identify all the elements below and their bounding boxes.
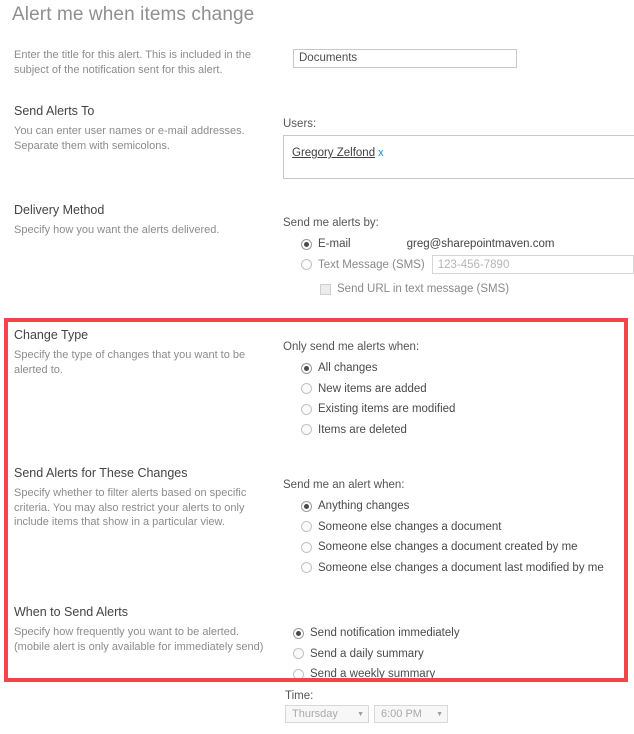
alert-filter-option-anything-label: Anything changes [318, 500, 410, 513]
send-alerts-for-changes-heading: Send Alerts for These Changes [14, 466, 188, 480]
send-alerts-for-changes-field-label: Send me an alert when: [283, 479, 405, 491]
send-alerts-to-field-column [283, 117, 634, 179]
sms-phone-input[interactable] [432, 255, 634, 274]
alert-filter-option-anything[interactable] [301, 496, 634, 517]
radio-anything-changes[interactable] [301, 501, 312, 512]
alert-filter-option-someone-else-label: Someone else changes a document [318, 520, 502, 533]
alert-title-description-column [14, 48, 276, 77]
change-type-option-all[interactable] [301, 358, 634, 379]
chevron-down-icon: ▼ [357, 710, 364, 718]
chevron-down-icon: ▼ [436, 710, 443, 718]
delivery-method-field-label: Send me alerts by: [283, 217, 379, 229]
when-to-send-option-daily[interactable] [293, 644, 634, 665]
delivery-option-sms-label: Text Message (SMS) [318, 258, 425, 271]
change-type-option-deleted[interactable] [301, 420, 634, 441]
day-of-week-value: Thursday [292, 708, 338, 720]
users-field-label: Users: [283, 118, 317, 130]
send-alerts-to-heading: Send Alerts To [14, 104, 95, 118]
radio-new-items-added[interactable] [301, 383, 312, 394]
email-address-value: greg@sharepointmaven.com [406, 238, 555, 251]
users-people-picker[interactable] [283, 135, 634, 179]
change-type-description-column [14, 328, 276, 377]
send-alerts-for-changes-field-column [283, 478, 634, 578]
when-to-send-option-immediately[interactable] [293, 623, 634, 644]
alert-filter-option-modified-by-me-label: Someone else changes a document last modified by me [318, 561, 604, 574]
delivery-method-field-column [283, 216, 634, 300]
send-alerts-to-description-column [14, 104, 276, 153]
page-title: Alert me when items change [12, 4, 255, 25]
when-to-send-description-line2: (mobile alert is only available for immediately send) [14, 640, 264, 653]
change-type-option-added-label: New items are added [318, 382, 427, 395]
radio-all-changes[interactable] [301, 363, 312, 374]
user-chip-name[interactable]: Gregory Zelfond [292, 147, 376, 159]
day-of-week-select[interactable] [285, 705, 369, 723]
change-type-description: Specify the type of changes that you want to be alerted to. [14, 349, 246, 376]
change-type-option-modified[interactable] [301, 399, 634, 420]
time-selects-row [285, 705, 634, 723]
delivery-option-email[interactable] [301, 234, 634, 255]
time-field-column [285, 690, 634, 723]
user-chip-remove-icon[interactable]: x [378, 147, 384, 159]
checkbox-send-url-sms[interactable] [320, 284, 331, 295]
when-to-send-option-weekly-label: Send a weekly summary [310, 668, 436, 681]
radio-email[interactable] [301, 239, 312, 250]
alert-filter-option-created-by-me-label: Someone else changes a document created by me [318, 541, 578, 554]
when-to-send-description-column [14, 605, 276, 654]
send-alerts-for-changes-description: Specify whether to filter alerts based on specific criteria. You may also restrict your alerts to only include items that show in a particular view. [14, 487, 247, 528]
when-to-send-field-column [293, 623, 634, 685]
delivery-option-email-label: E-mail [318, 238, 351, 251]
radio-someone-else-changes[interactable] [301, 521, 312, 532]
sms-url-checkbox-label: Send URL in text message (SMS) [337, 283, 510, 296]
change-type-field-column [283, 340, 634, 440]
change-type-option-deleted-label: Items are deleted [318, 423, 407, 436]
radio-document-created-by-me[interactable] [301, 542, 312, 553]
delivery-method-description-column [14, 203, 276, 238]
change-type-option-modified-label: Existing items are modified [318, 403, 456, 416]
when-to-send-description-line1: Specify how frequently you want to be alerted. [14, 626, 240, 638]
delivery-method-heading: Delivery Method [14, 203, 105, 217]
alert-filter-option-someone-else[interactable] [301, 517, 634, 538]
radio-items-deleted[interactable] [301, 424, 312, 435]
alert-filter-option-created-by-me[interactable] [301, 537, 634, 558]
radio-existing-items-modified[interactable] [301, 404, 312, 415]
send-alerts-to-description: You can enter user names or e-mail addresses. Separate them with semicolons. [14, 125, 245, 152]
time-of-day-value: 6:00 PM [381, 708, 422, 720]
alert-title-input[interactable] [293, 49, 517, 68]
radio-text-message[interactable] [301, 259, 312, 270]
time-label: Time: [285, 690, 314, 702]
when-to-send-option-immediately-label: Send notification immediately [310, 627, 460, 640]
when-to-send-heading: When to Send Alerts [14, 605, 128, 619]
change-type-heading: Change Type [14, 328, 89, 342]
radio-send-daily-summary[interactable] [293, 648, 304, 659]
alert-filter-option-modified-by-me[interactable] [301, 558, 634, 579]
change-type-option-all-label: All changes [318, 362, 378, 375]
when-to-send-option-weekly[interactable] [293, 664, 634, 685]
sms-url-checkbox-row[interactable] [320, 279, 634, 300]
alert-title-description: Enter the title for this alert. This is included in the subject of the notification sent for this alert. [14, 49, 252, 76]
radio-send-weekly-summary[interactable] [293, 669, 304, 680]
change-type-option-added[interactable] [301, 379, 634, 400]
change-type-field-label: Only send me alerts when: [283, 341, 420, 353]
radio-document-last-modified-by-me[interactable] [301, 562, 312, 573]
alert-title-field-column [293, 48, 634, 68]
when-to-send-option-daily-label: Send a daily summary [310, 647, 424, 660]
send-alerts-for-changes-description-column [14, 466, 276, 530]
delivery-option-sms[interactable] [301, 255, 634, 276]
radio-send-immediately[interactable] [293, 628, 304, 639]
time-of-day-select[interactable] [374, 705, 448, 723]
delivery-method-description: Specify how you want the alerts delivered. [14, 224, 220, 236]
